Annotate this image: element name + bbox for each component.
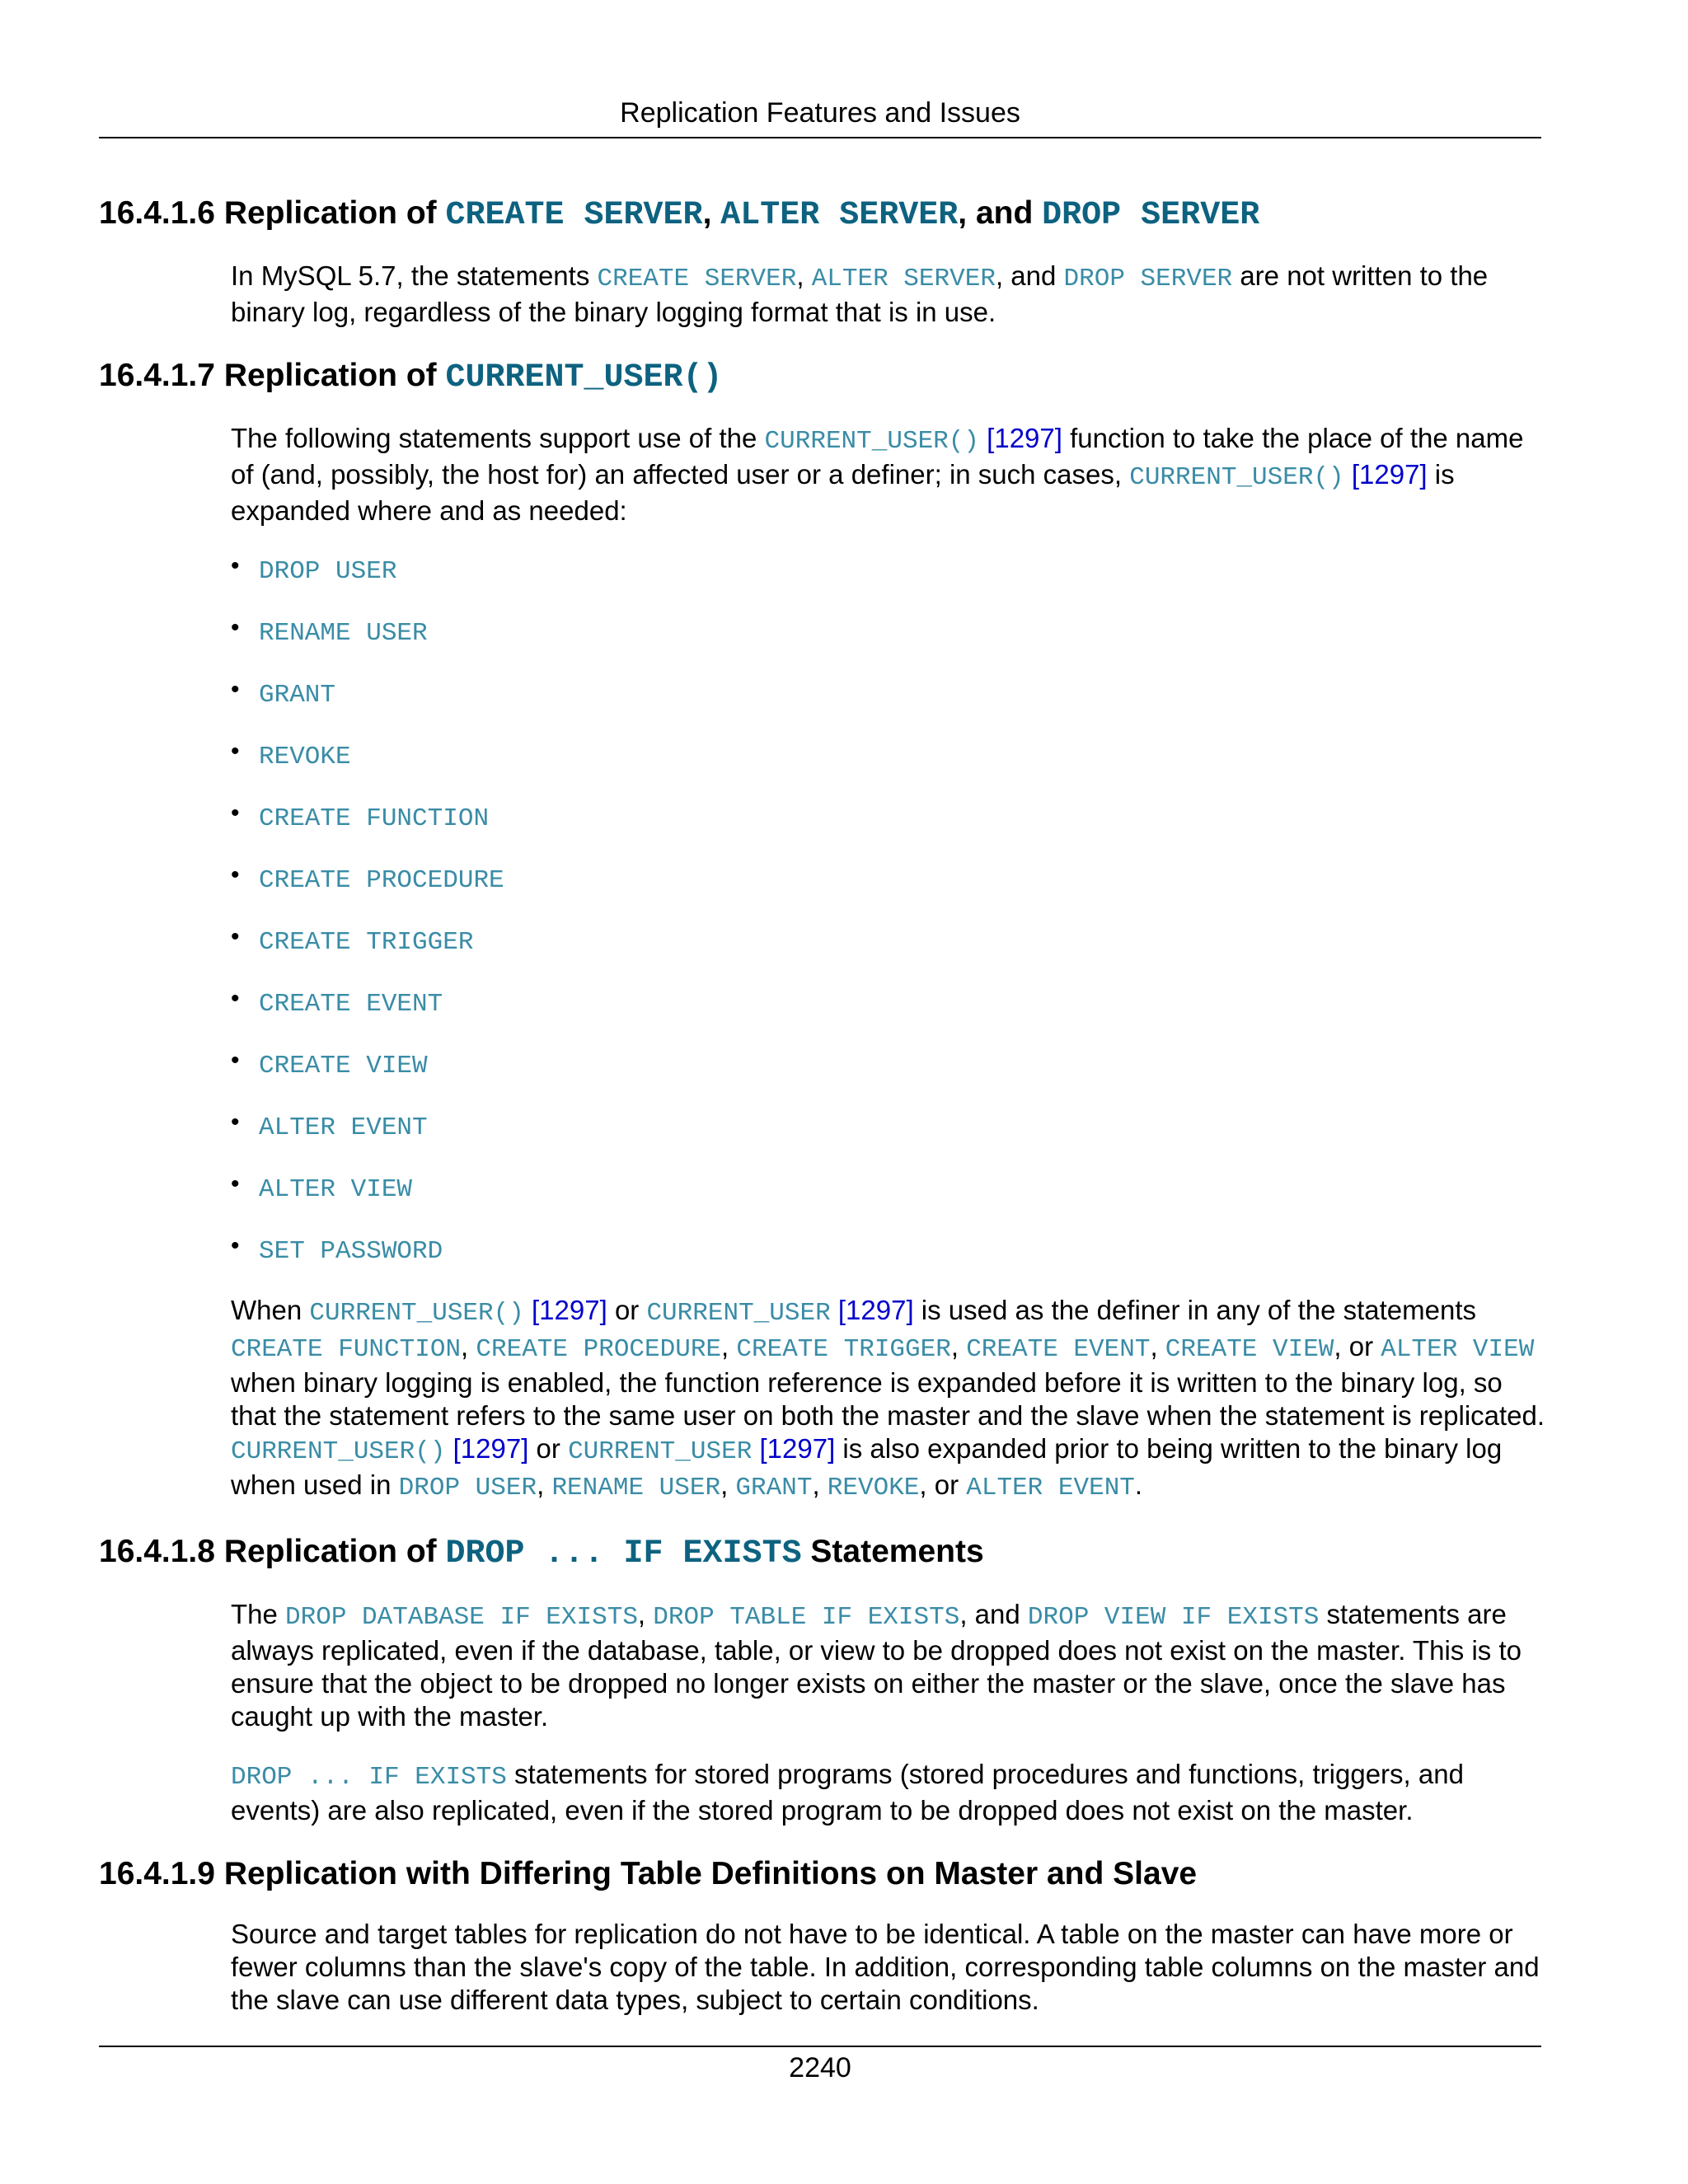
statement-link[interactable]: ALTER EVENT [259, 1113, 428, 1142]
section-16-4-1-7 [99, 354, 1550, 1505]
code-reference: CREATE SERVER [597, 265, 797, 293]
statement-link[interactable]: ALTER VIEW [259, 1175, 413, 1204]
code-link[interactable]: CURRENT_USER() [1129, 463, 1344, 492]
code-link[interactable]: CREATE EVENT [966, 1335, 1151, 1364]
section-heading [99, 354, 1550, 401]
list-item [231, 1170, 1550, 1207]
code-link[interactable]: CURRENT_USER [646, 1299, 831, 1328]
code-link[interactable]: DROP USER [398, 1474, 537, 1502]
heading-code: CREATE SERVER [445, 197, 703, 234]
header-rule [99, 137, 1541, 138]
code-reference: ALTER SERVER [811, 265, 996, 293]
section-number: 16.4.1.9 [99, 1856, 215, 1891]
statement-link[interactable]: REVOKE [259, 743, 351, 771]
section-16-4-1-9 [99, 1852, 1550, 2017]
page-reference-link[interactable]: [1297] [452, 1433, 529, 1464]
statement-link[interactable]: DROP USER [259, 557, 397, 586]
page-reference-link[interactable]: [1297] [759, 1433, 836, 1464]
heading-text: Statements [810, 1534, 984, 1569]
page-reference-link[interactable]: [1297] [837, 1295, 914, 1325]
paragraph: In MySQL 5.7, the statements CREATE SERVER, ALTER SERVER, and DROP SERVER are not written to the binary log, regardless of the binary logging format that is in use. [231, 260, 1489, 327]
code-link[interactable]: CREATE PROCEDURE [476, 1335, 722, 1364]
code-link[interactable]: CREATE FUNCTION [231, 1335, 462, 1364]
code-link[interactable]: CURRENT_USER() [231, 1437, 446, 1466]
page-reference-link[interactable]: [1297] [987, 423, 1062, 453]
section-16-4-1-8 [99, 1530, 1550, 1827]
list-item [231, 676, 1550, 712]
running-header: Replication Features and Issues [620, 97, 1020, 129]
list-item [231, 861, 1550, 898]
page-number: 2240 [789, 2052, 851, 2083]
code-link[interactable]: CREATE TRIGGER [736, 1335, 951, 1364]
page-reference-link[interactable]: [1297] [532, 1295, 607, 1325]
code-reference: DROP SERVER [1063, 265, 1233, 293]
code-link[interactable]: CURRENT_USER() [309, 1299, 524, 1328]
list-item [231, 614, 1550, 650]
heading-text: , and [958, 195, 1034, 231]
statement-list [231, 552, 1550, 1268]
statement-link[interactable]: CREATE TRIGGER [259, 928, 474, 957]
list-item [231, 738, 1550, 774]
statement-link[interactable]: CREATE VIEW [259, 1052, 428, 1080]
code-link[interactable]: ALTER EVENT [966, 1474, 1135, 1502]
code-link[interactable]: CREATE VIEW [1165, 1335, 1334, 1364]
list-item [231, 923, 1550, 959]
code-link[interactable]: DROP TABLE IF EXISTS [653, 1603, 960, 1632]
section-heading [99, 191, 1550, 238]
code-link[interactable]: ALTER VIEW [1381, 1335, 1535, 1364]
heading-code: CURRENT_USER() [445, 359, 723, 396]
statement-link[interactable]: CREATE FUNCTION [259, 804, 490, 833]
page-content [99, 191, 1550, 2041]
section-16-4-1-6 [99, 191, 1550, 329]
page-reference-link[interactable]: [1297] [1351, 459, 1428, 490]
statement-link[interactable]: CREATE EVENT [259, 990, 443, 1019]
statement-link[interactable]: RENAME USER [259, 619, 428, 648]
code-link[interactable]: RENAME USER [551, 1474, 721, 1502]
paragraph: When CURRENT_USER() [1297] or CURRENT_USER [1297] is used as the definer in any of the statements CREATE FUNCTION, CREATE PROCEDURE, CREATE TRIGGER, CREATE EVENT, CREATE VIEW, or ALTER VIEW when binary logging is enabled, the function reference is expanded before it is written to the binary log, so that the statement refers to the same user on both the master and the slave when the statement is replicated. CURRENT_USER() [1297] or CURRENT_USER [1297] is also expanded prior to being written to the binary log when used in DROP USER, RENAME USER, GRANT, REVOKE, or ALTER EVENT. [231, 1295, 1545, 1502]
list-item [231, 985, 1550, 1021]
heading-text: Replication with Differing Table Definitions on Master and Slave [223, 1856, 1198, 1891]
code-link[interactable]: DROP VIEW IF EXISTS [1027, 1603, 1320, 1632]
heading-text: Replication of [223, 358, 437, 393]
section-number: 16.4.1.6 [99, 195, 215, 231]
code-reference: DROP ... IF EXISTS [231, 1763, 507, 1792]
section-heading [99, 1852, 1550, 1896]
section-heading [99, 1530, 1550, 1577]
heading-text: Replication of [223, 1534, 437, 1569]
footer-rule [99, 2046, 1541, 2047]
section-number: 16.4.1.8 [99, 1534, 215, 1569]
code-link[interactable]: DROP DATABASE IF EXISTS [285, 1603, 638, 1632]
list-item [231, 1232, 1550, 1268]
heading-code: ALTER SERVER [720, 197, 959, 234]
code-link[interactable]: CURRENT_USER() [764, 427, 979, 456]
list-item [231, 1108, 1550, 1145]
section-number: 16.4.1.7 [99, 358, 215, 393]
statement-link[interactable]: GRANT [259, 681, 336, 710]
list-item [231, 552, 1550, 588]
code-link[interactable]: CURRENT_USER [568, 1437, 753, 1466]
code-link[interactable]: REVOKE [827, 1474, 920, 1502]
paragraph: The following statements support use of the CURRENT_USER() [1297] function to take the place of the name of (and, possibly, the host for) an affected user or a definer; in such cases, CURRENT_USER() [1297] is expanded where and as needed: [231, 423, 1524, 526]
statement-link[interactable]: SET PASSWORD [259, 1237, 443, 1266]
heading-code: DROP ... IF EXISTS [445, 1535, 802, 1572]
list-item [231, 1047, 1550, 1083]
paragraph: The DROP DATABASE IF EXISTS, DROP TABLE IF EXISTS, and DROP VIEW IF EXISTS statements are always replicated, even if the database, table, or view to be dropped does not exist on the master. This is to ensure that the object to be dropped no longer exists on either the master or the slave, once the slave has caught up with the master. [231, 1599, 1522, 1732]
heading-text: Replication of [223, 195, 437, 231]
paragraph: Source and target tables for replication do not have to be identical. A table on the master can have more or fewer columns than the slave's copy of the table. In addition, corresponding table columns on the master and the slave can use different data types, subject to certain conditions. [231, 1919, 1540, 2015]
code-link[interactable]: GRANT [735, 1474, 813, 1502]
heading-code: DROP SERVER [1042, 197, 1260, 234]
statement-link[interactable]: CREATE PROCEDURE [259, 866, 504, 895]
paragraph: DROP ... IF EXISTS statements for stored programs (stored procedures and functions, triggers, and events) are also replicated, even if the stored program to be dropped does not exist on the master. [231, 1759, 1464, 1825]
list-item [231, 799, 1550, 836]
heading-text: , [702, 195, 712, 231]
